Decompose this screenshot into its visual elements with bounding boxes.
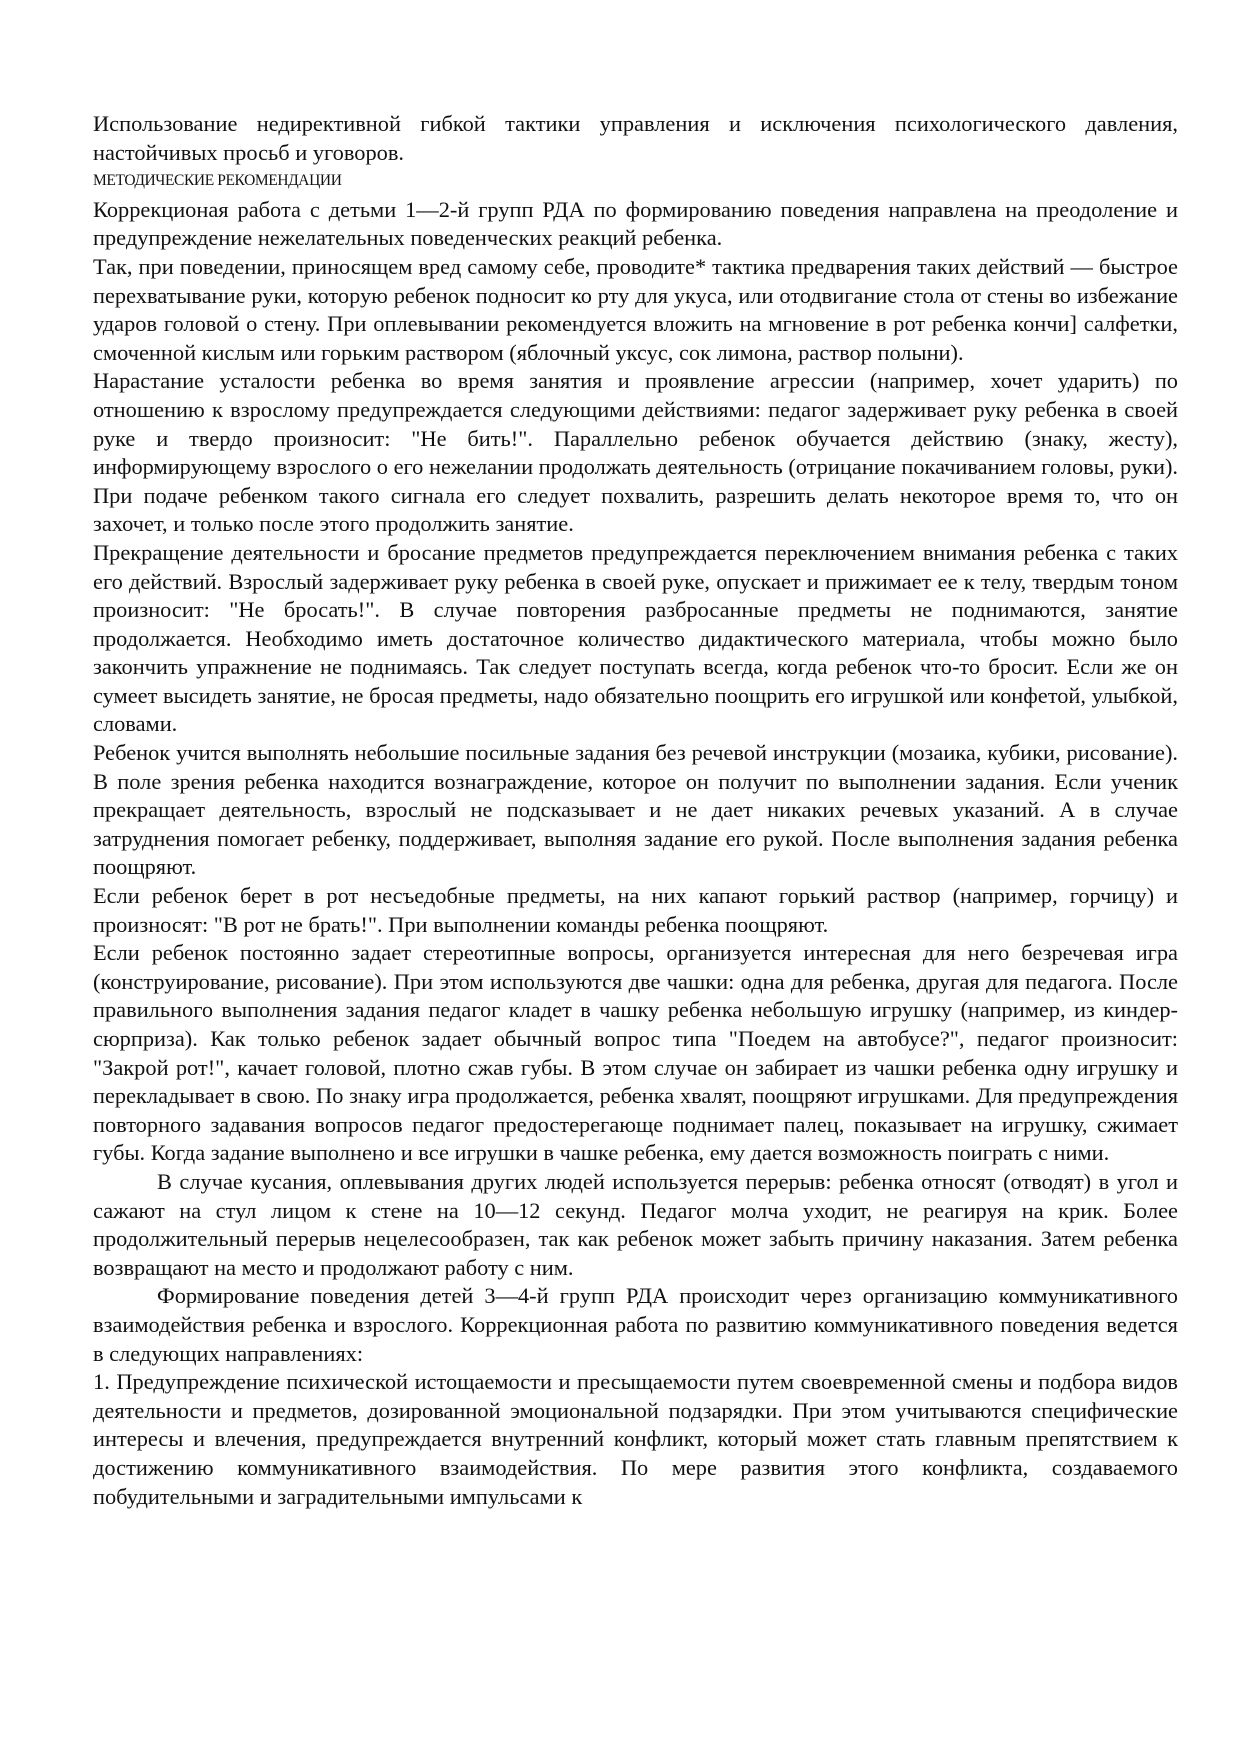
section-heading-methodical-recommendations: МЕТОДИЧЕСКИЕ РЕКОМЕНДАЦИИ (93, 172, 342, 190)
paragraph-list-item-1: 1. Предупреждение психической истощаемости и пресыщаемости путем своевременной смены и подбора видов деятельности и предметов, дозированной эмоциональной подзарядки. При этом учитываются специфические интересы и влечения, предупреждается внутренний конфликт, который может стать главным препятствием к достижению коммуникативного взаимодействия. По мере развития этого конфликта, создаваемого побудительными и заградительными импульсами к (93, 1369, 1178, 1509)
paragraph-self-harm-behavior: Так, при поведении, приносящем вред самому себе, проводите* тактика предварения таких действий — быстрое перехватывание руки, которую ребенок подносит ко рту для укуса, или отодвигание стола от стены во избежание ударов головой о стену. При оплевывании рекомендуется вложить на мгновение в рот ребенка кончи] салфетки, смоченной кислым или горьким раствором (яблочный уксус, сок лимона, раствор полыни). (93, 253, 1178, 365)
paragraph-inedible-objects: Если ребенок берет в рот несъедобные предметы, на них капают горький раствор (например, горчицу) и произносят: "В рот не брать!". При выполнении команды ребенка поощряют. (93, 883, 1178, 937)
paragraph-tasks-without-speech: Ребенок учится выполнять небольшие посильные задания без речевой инструкции (мозаика, кубики, рисование). В поле зрения ребенка находится вознаграждение, которое он получит по выполнении задания. Если ученик прекращает деятельность, взрослый не подсказывает и не дает никаких речевых указаний. А в случае затруднения помогает ребенку, поддерживает, выполняя задание его рукой. После выполнения задания ребенка поощряют. (93, 740, 1178, 880)
paragraph-stereotyped-questions: Если ребенок постоянно задает стереотипные вопросы, организуется интересная для него безречевая игра (конструирование, рисование). При этом используются две чашки: одна для ребенка, другая для педагога. После правильного выполнения задания педагог кладет в чашку ребенка небольшую игрушку (например, из киндер-сюрприза). Как только ребенок задает обычный вопрос типа "Поедем на автобусе?", педагог произносит: "Закрой рот!", качает головой, плотно сжав губы. В этом случае он забирает из чашки ребенка одну игрушку и перекладывает в свою. По знаку игра продолжается, ребенка хвалят, поощряют игрушками. Для предупреждения повторного задавания вопросов педагог предостерегающе поднимает палец, показывает на игрушку, сжимает губы. Когда задание выполнено и все игрушки в чашке ребенка, ему дается возможность поиграть с ними. (93, 940, 1178, 1166)
paragraph-correction-work-groups-1-2: Коррекционая работа с детьми 1—2-й групп РДА по формированию поведения направлена на преодоление и предупреждение нежелательных поведенческих реакций ребенка. (93, 196, 1178, 251)
paragraph-groups-3-4: Формирование поведения детей 3—4-й групп РДА происходит через организацию коммуникативного взаимодействия ребенка и взрослого. Коррекционная работа по развитию коммуникативного поведения ведется в следующих направлениях: (93, 1283, 1178, 1366)
document-page (93, 110, 1178, 1511)
paragraph-throwing-objects: Прекращение деятельности и бросание предметов предупреждается переключением внимания ребенка с таких его действий. Взрослый задерживает руку ребенка в своей руке, опускает и прижимает ее к телу, твердым тоном произносит: "Не бросать!". В случае повторения разбросанные предметы не поднимаются, занятие продолжается. Необходимо иметь достаточное количество дидактического материала, чтобы можно было закончить упражнение не поднимаясь. Так следует поступать всегда, когда ребенок что-то бросит. Если же он сумеет высидеть занятие, не бросая предметы, надо обязательно поощрить его игрушкой или конфетой, улыбкой, словами. (93, 539, 1178, 737)
paragraph-fatigue-aggression: Нарастание усталости ребенка во время занятия и проявление агрессии (например, хочет ударить) по отношению к взрослому предупреждается следующими действиями: педагог задерживает руку ребенка в своей руке и твердо произносит: "Не бить!". Параллельно ребенок обучается действию (знаку, жесту), информирующему взрослого о его нежелании продолжать деятельность (отрицание покачиванием головы, руки). При подаче ребенком такого сигнала его следует похвалить, разрешить делать некоторое время то, что он захочет, и только после этого продолжить занятие. (93, 368, 1178, 537)
paragraph-intro: Использование недирективной гибкой тактики управления и исключения психологического давления, настойчивых просьб и уговоров. (93, 111, 1178, 165)
paragraph-time-out: В случае кусания, оплевывания других людей используется перерыв: ребенка относят (отводят) в угол и сажают на стул лицом к стене на 10—12 секунд. Педагог молча уходит, не реагируя на крик. Более продолжительный перерыв нецелесообразен, так как ребенок может забыть причину наказания. Затем ребенка возвращают на место и продолжают работу с ним. (93, 1168, 1178, 1280)
